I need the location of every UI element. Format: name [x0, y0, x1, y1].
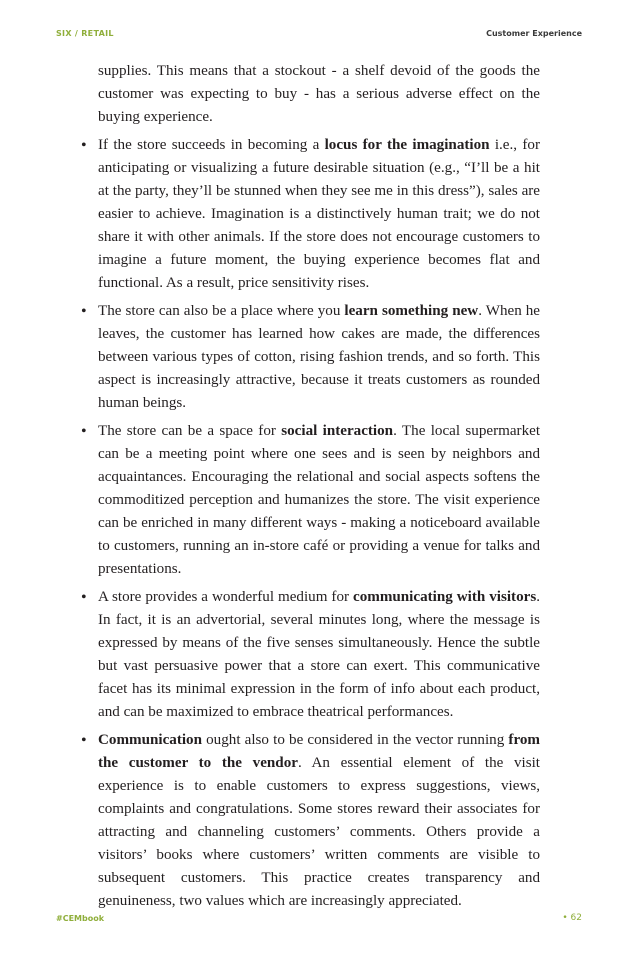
bullet-emphasis: learn something new — [344, 303, 479, 319]
bullet-text: The store can be a space for — [98, 423, 282, 439]
bullet-text: If the store succeeds in becoming a — [98, 137, 325, 153]
section-label: SIX — [56, 29, 72, 38]
bullet-icon: • — [81, 137, 87, 154]
bullet-emphasis: from the customer to the vendor — [98, 732, 540, 771]
page-number — [562, 913, 582, 923]
body-text — [70, 60, 540, 913]
bullet-emphasis: communicating with visitors — [353, 589, 537, 605]
bullet-item — [70, 300, 540, 415]
bullet-emphasis: social interaction — [281, 423, 394, 439]
bullet-icon: • — [81, 589, 87, 606]
bullet-text: A store provides a wonderful medium for — [98, 589, 353, 605]
bullet-emphasis: locus for the imagination — [324, 137, 490, 153]
bullet-text: . An essential element of the visit experience is to enable customers to express suggestions, views, complaints and congratulations. Some stores reward their associates for attracting and channeling customers’ comments. Others provide a visitors’ books where customers’ written comments are visible to subsequent customers. This practice creates transparency and genuineness, two values which are increasingly appreciated. — [98, 755, 540, 909]
bullet-text: . When he leaves, the customer has learned how cakes are made, the differences between various types of cotton, rising fashion trends, and so forth. This aspect is increasingly attractive, because it treats customers as rounded human beings. — [98, 303, 540, 411]
bullet-icon: • — [81, 732, 87, 749]
running-header-title: Customer Experience — [486, 29, 582, 38]
page-number-bullet: • — [562, 913, 568, 923]
page-number-value: 62 — [570, 913, 582, 923]
bullet-item — [70, 134, 540, 295]
chapter-label: RETAIL — [81, 29, 114, 38]
bullet-item — [70, 729, 540, 913]
bullet-item — [70, 420, 540, 581]
header-separator: / — [71, 29, 82, 38]
intro-paragraph: supplies. This means that a stockout - a shelf devoid of the goods the customer was expecting to buy - has a serious adverse effect on the buying experience. — [98, 63, 540, 125]
footer-hashtag: #CEMbook — [56, 914, 105, 923]
running-header-section — [56, 29, 114, 38]
bullet-item — [70, 586, 540, 724]
bullet-icon: • — [81, 423, 87, 440]
bullet-text: . The local supermarket can be a meeting point where one sees and is seen by neighbors and acquaintances. Encouraging the relational and social aspects softens the commoditized perception and humanizes the store. The visit experience can be enriched in many different ways - making a noticeboard available to customers, running an in-store café or providing a venue for talks and presentations. — [98, 423, 541, 577]
bullet-icon: • — [81, 303, 87, 320]
bullet-text: The store can also be a place where you — [98, 303, 345, 319]
bullet-text: . In fact, it is an advertorial, several minutes long, where the message is expressed by means of the five senses simultaneously. Hence the subtle but vast persuasive power that a store can exert. This communicative facet has its minimal expression in the form of info about each product, and can be maximized to embrace theatrical performances. — [98, 589, 540, 720]
bullet-emphasis: Communication — [98, 732, 202, 748]
bullet-text: i.e., for anticipating or visualizing a future desirable situation (e.g., “I’ll be a hit at the party, they’ll be stunned when they see me in this dress”), sales are easier to achieve. Imagination is a distinctively human trait; we do not share it with other animals. If the store does not encourage customers to imagine a future moment, the buying experience becomes flat and functional. As a result, price sensitivity rises. — [98, 137, 540, 291]
bullet-text: ought also to be considered in the vector running — [201, 732, 509, 748]
